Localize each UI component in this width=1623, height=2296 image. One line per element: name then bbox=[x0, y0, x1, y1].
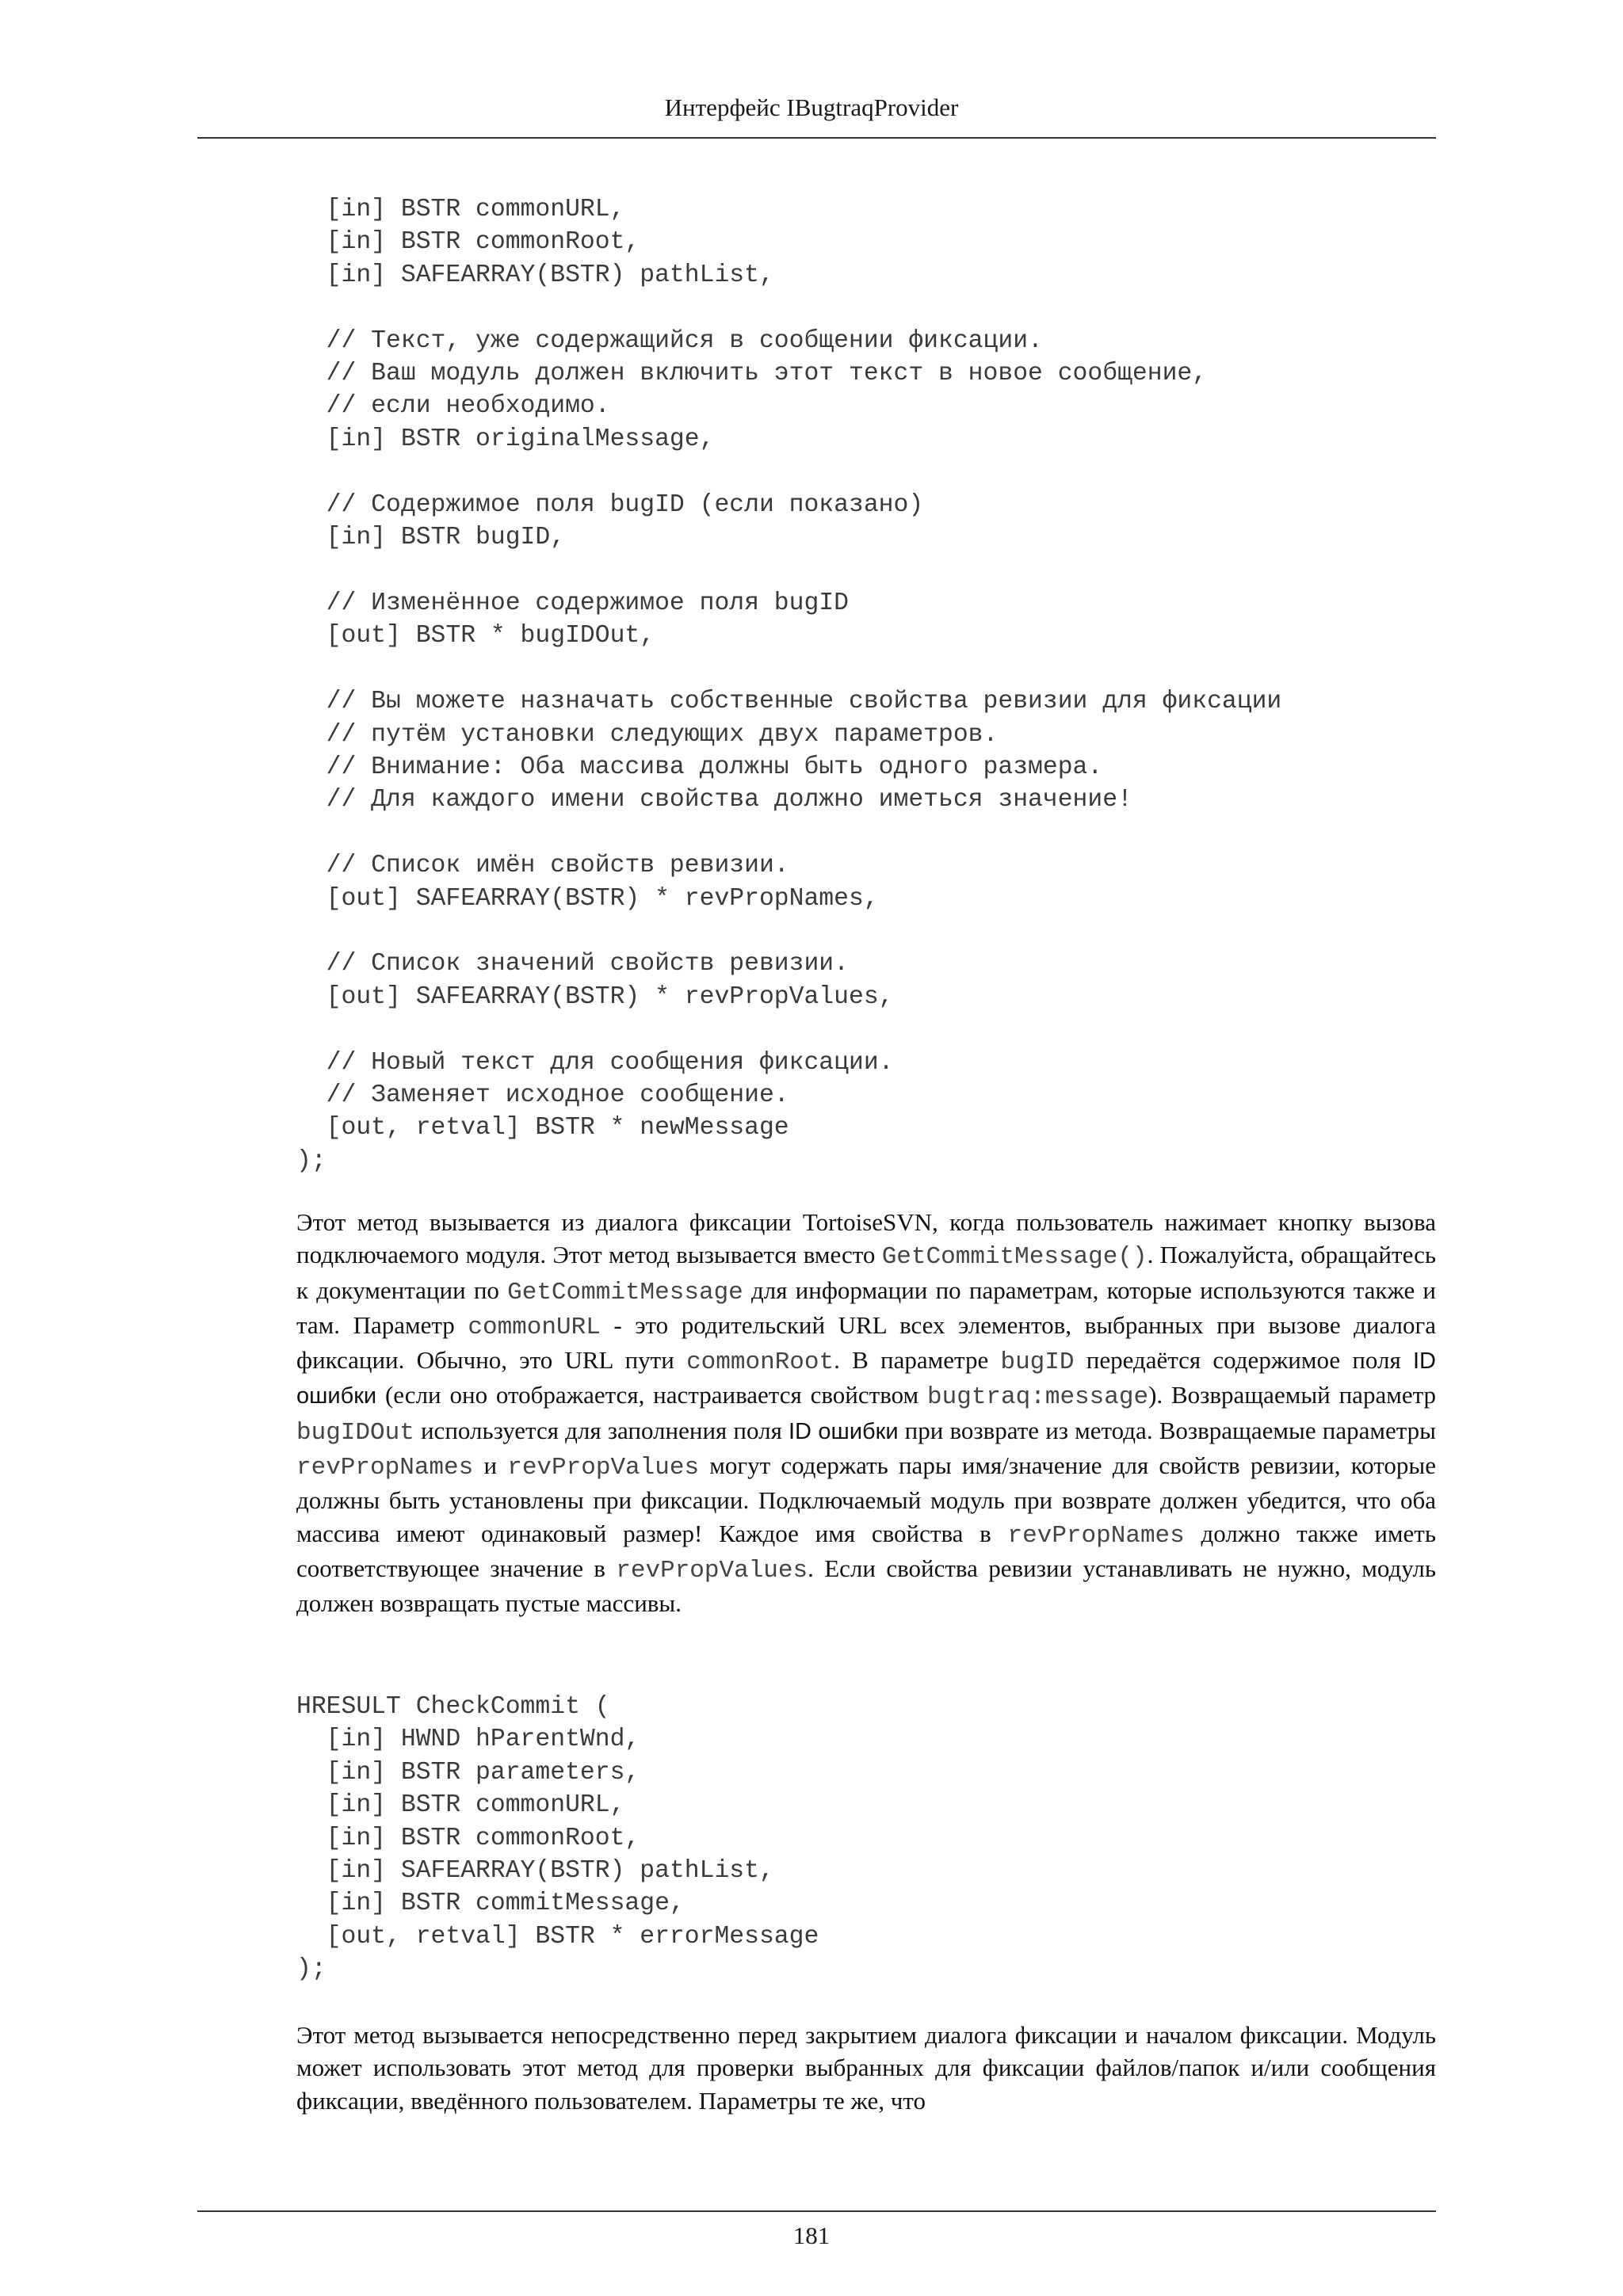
text-run: Этот метод вызывается из диалога фиксации TortoiseSVN, когда пользователь нажимает кнопку вызова подключаемого модуля. Этот метод вызывается вместо bbox=[296, 1208, 1436, 1269]
code-getcommitmessage-call: GetCommitMessage() bbox=[881, 1243, 1148, 1272]
text-run: . Пожалуйста, обращайтесь к документации по bbox=[296, 1241, 1436, 1304]
text-run: при возврате из метода. Возвращаемые параметры bbox=[898, 1416, 1436, 1444]
text-run: . В параметре bbox=[834, 1346, 1001, 1375]
header-rule bbox=[197, 137, 1436, 139]
code-commonroot: commonRoot bbox=[686, 1348, 834, 1377]
page-header-title: Интерфейс IBugtraqProvider bbox=[664, 93, 959, 121]
code-bugidout: bugIDOut bbox=[296, 1418, 414, 1447]
text-run: используется для заполнения поля bbox=[414, 1416, 789, 1444]
checkcommit-description-paragraph: Этот метод вызывается непосредственно перед закрытием диалога фиксации и началом фиксации. Модуль может использовать этот метод для проверки выбранных для фиксации файлов/папок и/или сообщения фиксации, введённого пользователем. Параметры те же, что bbox=[296, 2021, 1436, 2115]
code-block-parameters: [in] BSTR commonURL, [in] BSTR commonRoot, [in] SAFEARRAY(BSTR) pathList, // Текст, уже содержащийся в сообщении фиксации. // Ваш модуль должен включить этот текст в новое сообщение, // если необходимо. [in] BSTR originalMessage, // Содержимое поля bugID (если показано) [in] BSTR bugID, // Изменённое содержимое поля bugID [out] BSTR * bugIDOut, // Вы можете назначать собственные свойства ревизии для фиксации // путём установки следующих двух параметров. // Внимание: Оба массива должны быть одного размера. // Для каждого имени свойства должно иметься значение! // Список имён свойств ревизии. [out] SAFEARRAY(BSTR) * revPropNames, // Список значений свойств ревизии. [out] SAFEARRAY(BSTR) * revPropValues, // Новый текст для сообщения фиксации. // Заменяет исходное сообщение. [out, retval] BSTR * newMessage ); bbox=[296, 196, 1282, 1175]
code-revpropnames: revPropNames bbox=[296, 1454, 474, 1482]
code-getcommitmessage: GetCommitMessage bbox=[507, 1278, 743, 1306]
code-commonurl: commonURL bbox=[468, 1313, 601, 1341]
ui-label-bug-id: ID ошибки bbox=[788, 1418, 899, 1444]
text-run: для информации по параметрам, которые используются также и там. Параметр bbox=[296, 1276, 1436, 1339]
text-run: - это родительский URL всех элементов, выбранных при вызове диалога фиксации. Обычно, это URL пути bbox=[296, 1310, 1436, 1375]
text-run: могут содержать пары имя/значение для свойств ревизии, которые должны быть установлены при фиксации. Подключаемый модуль при возврате должен убедится, что оба массива имеют одинаковый размер! Каждое имя свойства в bbox=[296, 1451, 1436, 1547]
code-revpropvalues: revPropValues bbox=[507, 1454, 700, 1482]
code-bugtraq-message: bugtraq:message bbox=[927, 1383, 1149, 1412]
page-number: 181 bbox=[792, 2222, 831, 2249]
text-run: (если оно отображается, настраивается свойством bbox=[376, 1381, 928, 1409]
text-run: ). Возвращаемый параметр bbox=[1148, 1381, 1437, 1409]
code-block-checkcommit: HRESULT CheckCommit ( [in] HWND hParentWnd, [in] BSTR parameters, [in] BSTR commonURL, [in] BSTR commonRoot, [in] SAFEARRAY(BSTR) pathList, [in] BSTR commitMessage, [out, retval] BSTR * errorMessage ); bbox=[296, 1693, 819, 1984]
code-bugid: bugID bbox=[1000, 1348, 1075, 1377]
footer-rule bbox=[197, 2210, 1436, 2212]
method-description-paragraph bbox=[296, 1206, 1436, 1620]
text-run: передаётся содержимое поля bbox=[1074, 1346, 1413, 1375]
ui-label-bug-id: ID ошибки bbox=[296, 1348, 1436, 1409]
text-run: и bbox=[473, 1451, 508, 1480]
text-run: должно также иметь соответствующее значение в bbox=[296, 1519, 1436, 1582]
text-run: . Если свойства ревизии устанавливать не нужно, модуль должен возвращать пустые массивы. bbox=[296, 1554, 1436, 1618]
code-revpropvalues: revPropValues bbox=[616, 1556, 808, 1585]
code-revpropnames: revPropNames bbox=[1007, 1521, 1185, 1550]
